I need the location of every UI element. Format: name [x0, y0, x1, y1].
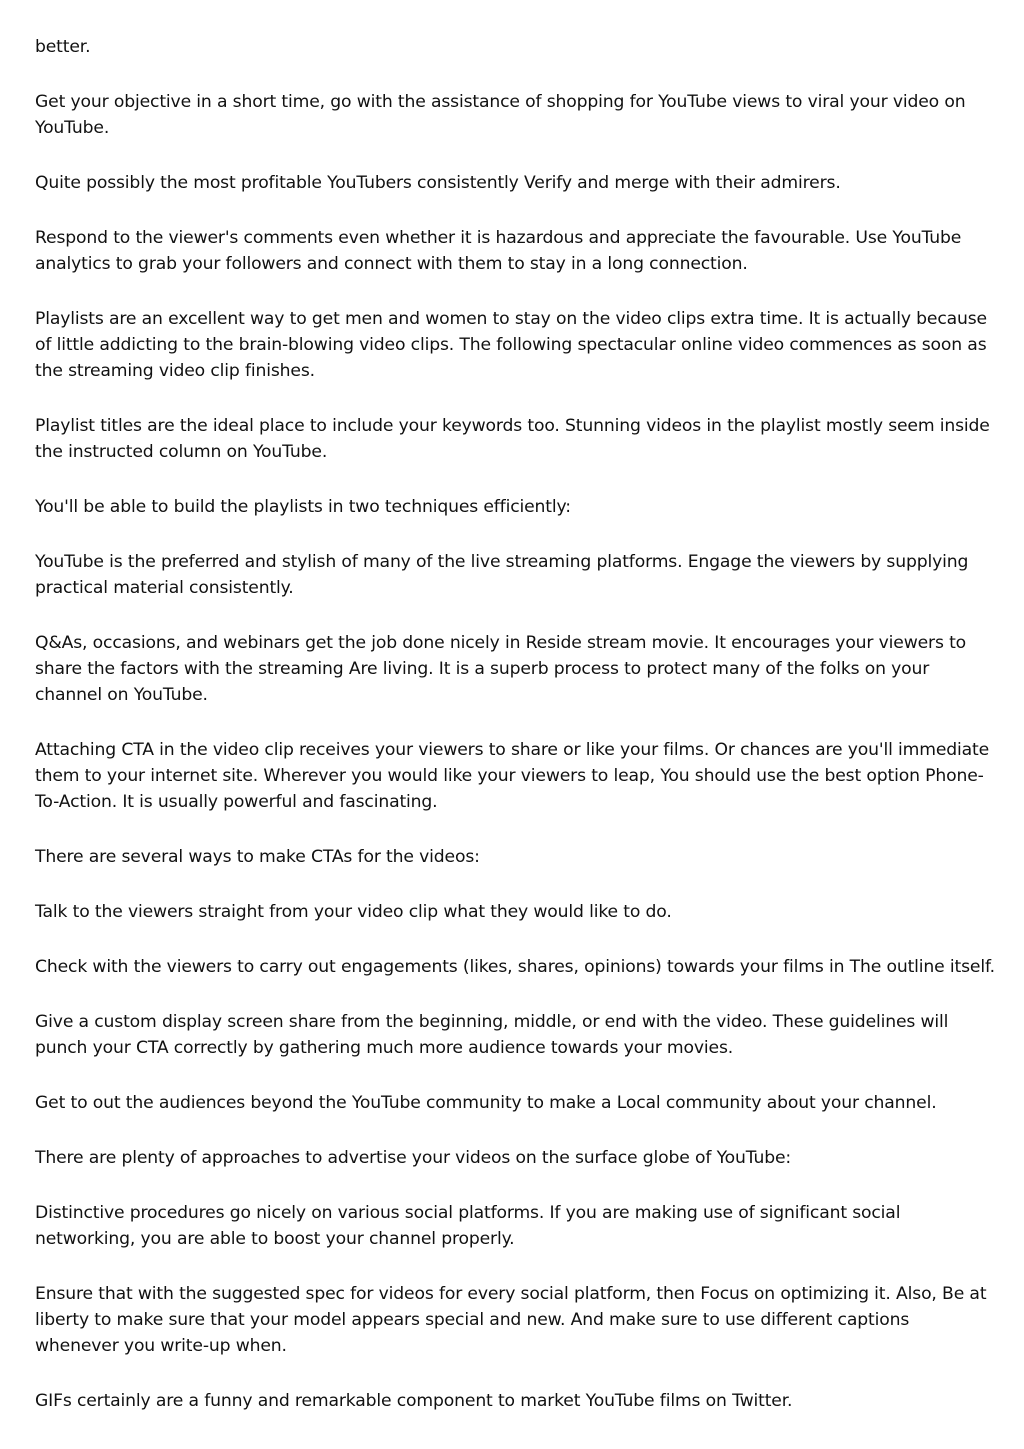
paragraph: YouTube is the preferred and stylish of many of the live streaming platforms. Engage the viewers by supplying practical material consistently.: [35, 552, 969, 598]
paragraph: You'll be able to build the playlists in two techniques efficiently:: [35, 497, 571, 517]
paragraph: Get your objective in a short time, go with the assistance of shopping for YouTube views to viral your video on YouTube.: [35, 92, 966, 138]
paragraph: GIFs certainly are a funny and remarkable component to market YouTube films on Twitter.: [35, 1391, 793, 1411]
paragraph: Playlists are an excellent way to get men and women to stay on the video clips extra time. It is actually because of little addicting to the brain-blowing video clips. The following spectacular online video commences as soon as the streaming video clip finishes.: [35, 309, 987, 381]
paragraph: Talk to the viewers straight from your video clip what they would like to do.: [35, 902, 672, 922]
paragraph: Give a custom display screen share from the beginning, middle, or end with the video. These guidelines will punch your CTA correctly by gathering much more audience towards your movies.: [35, 1012, 949, 1058]
paragraph: There are plenty of approaches to advertise your videos on the surface globe of YouTube:: [35, 1148, 792, 1168]
paragraph: Ensure that with the suggested spec for videos for every social platform, then Focus on optimizing it. Also, Be at liberty to make sure that your model appears special and new. And make sure to use different captions whenever you write-up when.: [35, 1284, 987, 1356]
paragraph: Playlist titles are the ideal place to include your keywords too. Stunning videos in the playlist mostly seem inside the instructed column on YouTube.: [35, 416, 990, 462]
paragraph: better.: [35, 37, 91, 57]
document-body: [35, 34, 995, 1443]
paragraph: Q&As, occasions, and webinars get the job done nicely in Reside stream movie. It encourages your viewers to share the factors with the streaming Are living. It is a superb process to protect many of the folks on your channel on YouTube.: [35, 633, 967, 705]
paragraph: Distinctive procedures go nicely on various social platforms. If you are making use of significant social networking, you are able to boost your channel properly.: [35, 1203, 901, 1249]
paragraph: Get to out the audiences beyond the YouTube community to make a Local community about your channel.: [35, 1093, 937, 1113]
paragraph: Attaching CTA in the video clip receives your viewers to share or like your films. Or chances are you'll immediate them to your internet site. Wherever you would like your viewers to leap, You should use the best option Phone-To-Action. It is usually powerful and fascinating.: [35, 740, 990, 812]
paragraph: There are several ways to make CTAs for the videos:: [35, 847, 480, 867]
paragraph: Check with the viewers to carry out engagements (likes, shares, opinions) towards your films in The outline itself.: [35, 957, 995, 977]
paragraph: Respond to the viewer's comments even whether it is hazardous and appreciate the favourable. Use YouTube analytics to grab your followers and connect with them to stay in a long connection.: [35, 228, 962, 274]
paragraph: Quite possibly the most profitable YouTubers consistently Verify and merge with their admirers.: [35, 173, 841, 193]
